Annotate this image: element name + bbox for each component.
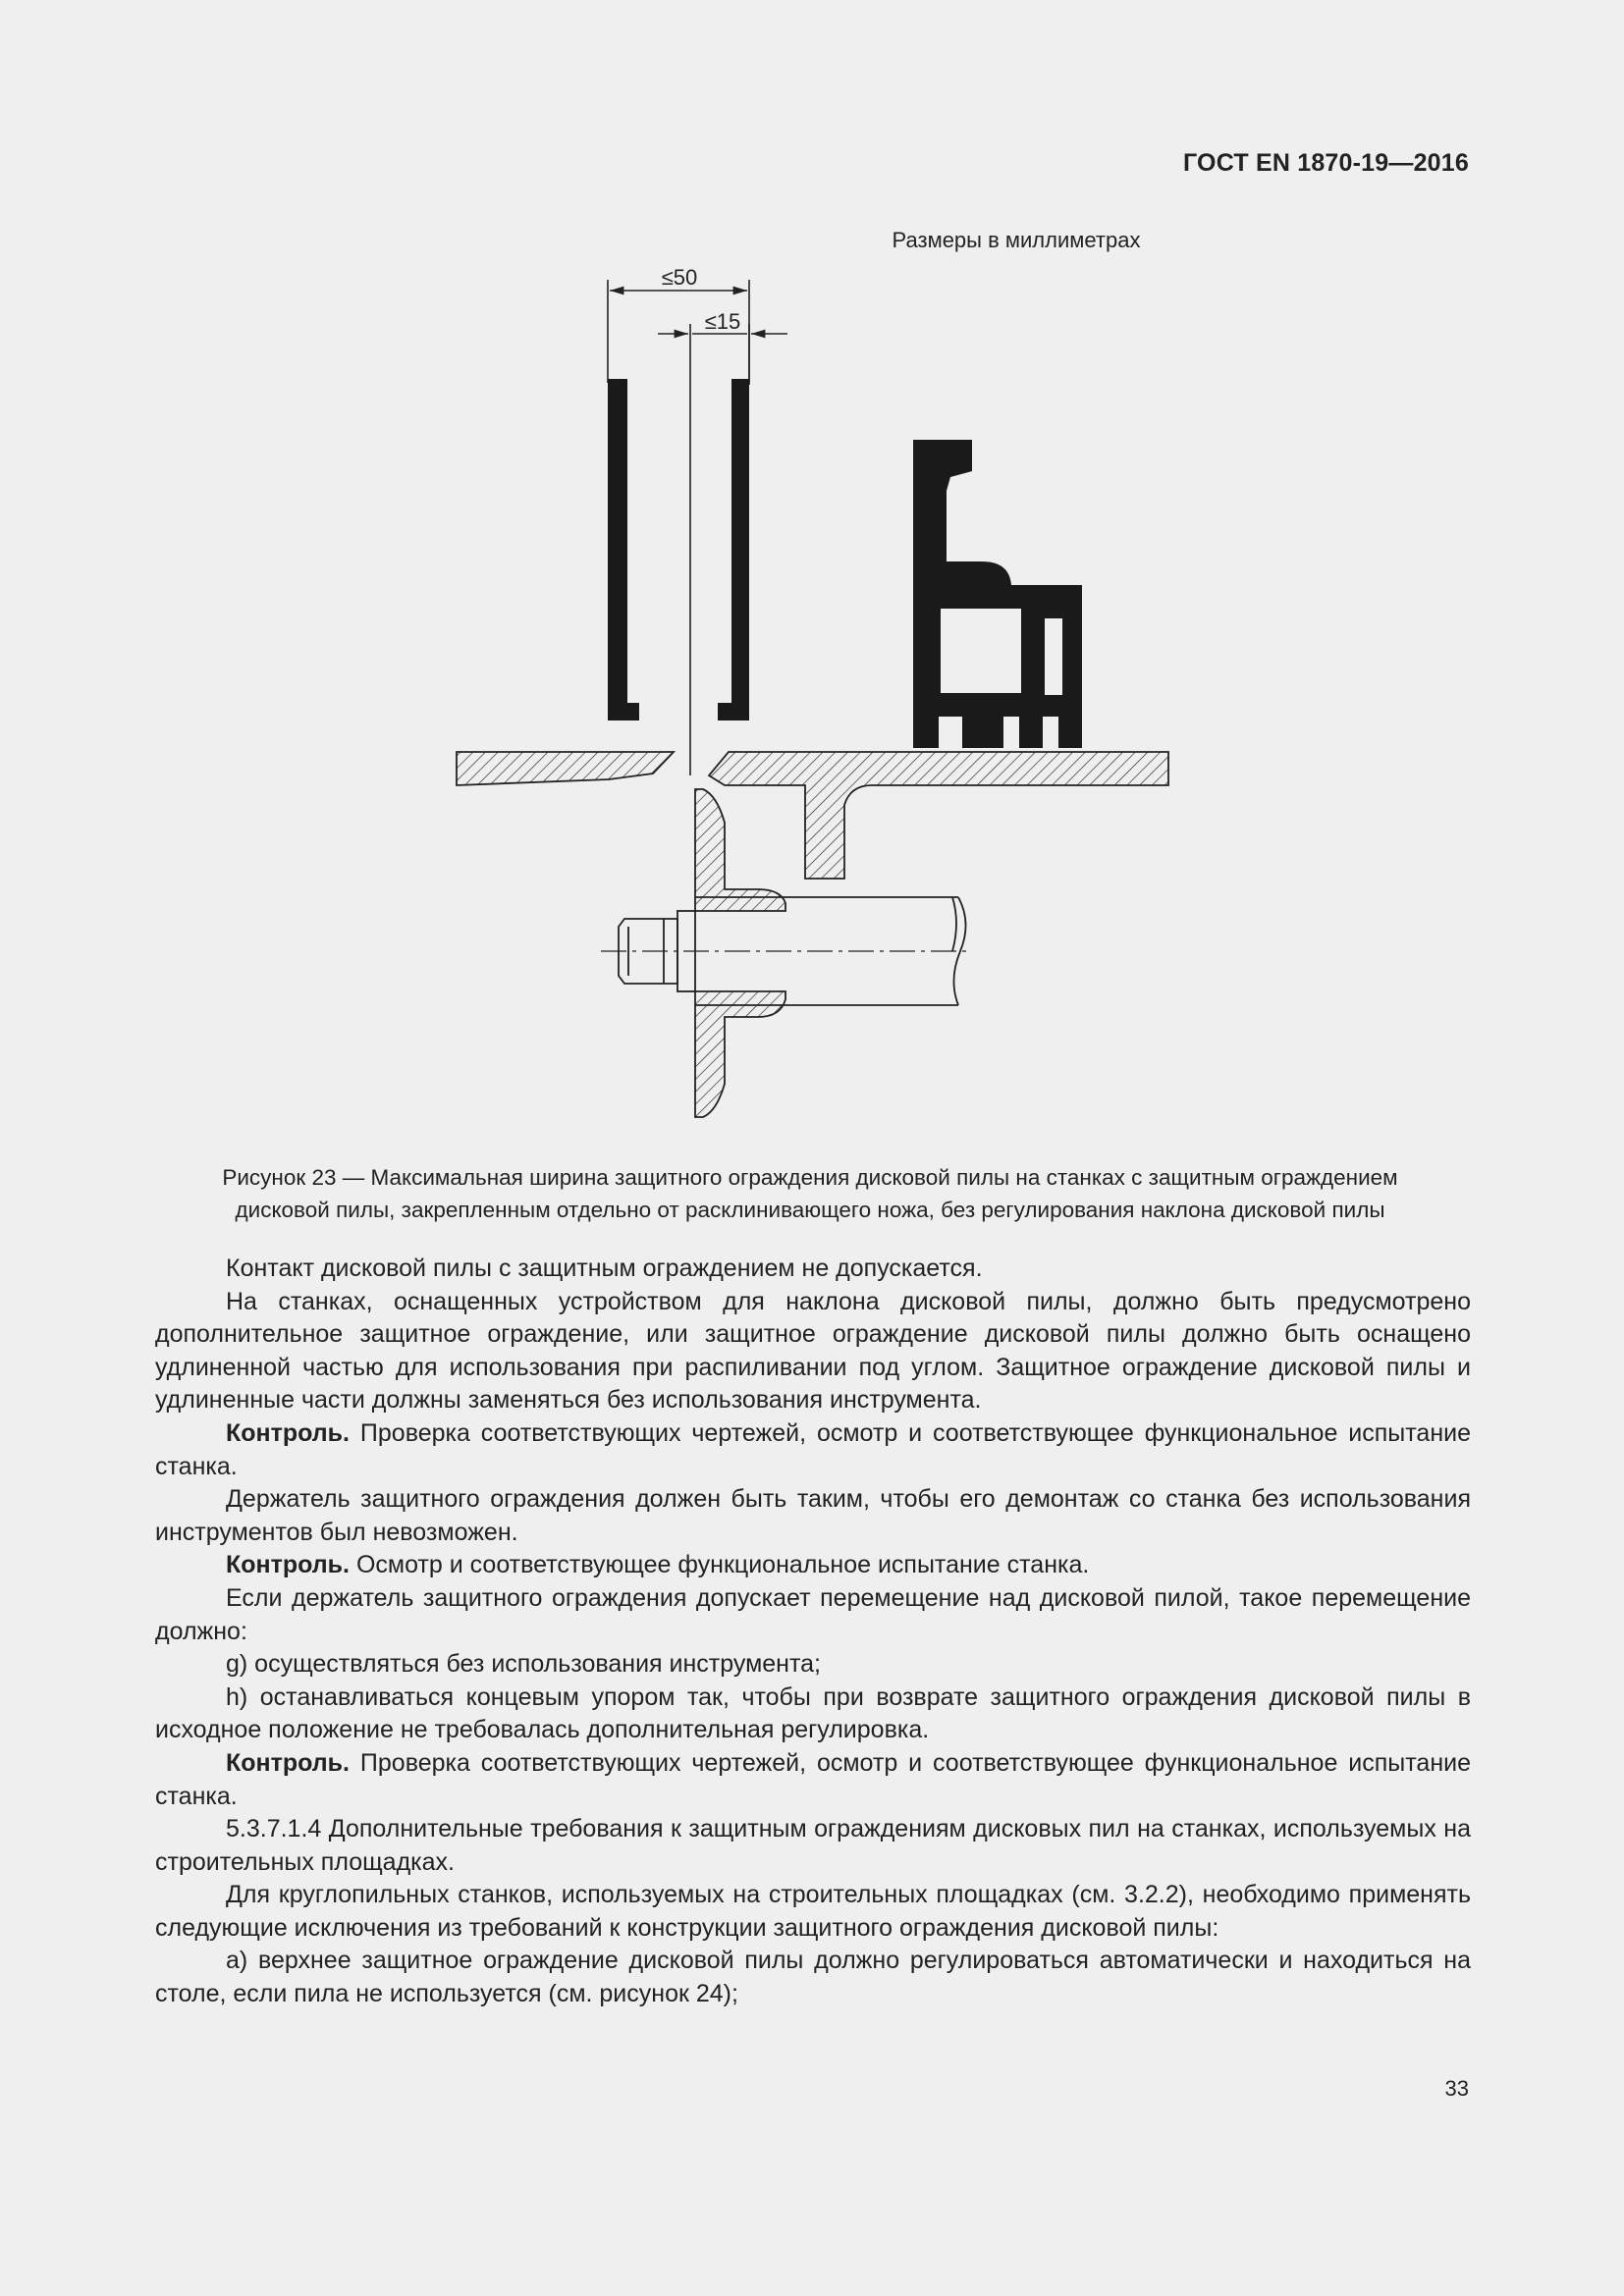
dimension-lines [608, 280, 787, 775]
caption-line-2: дисковой пилы, закрепленным отдельно от расклинивающего ножа, без регулирования наклона дисковой пилы [235, 1198, 1385, 1222]
list-item-a: а) верхнее защитное ограждение дисковой пилы должно регулироваться автоматически и находиться на столе, если пила не используется (см. рисунок 24); [155, 1947, 1471, 2008]
guard-right-wall [718, 379, 749, 721]
guard-left-wall [608, 379, 639, 721]
dim-label-50: ≤50 [661, 265, 698, 290]
paragraph: Держатель защитного ограждения должен быть таким, чтобы его демонтаж со станка без использования инструментов был невозможен. [155, 1485, 1471, 1546]
guard-holder-profile [913, 440, 1082, 748]
dim-label-15: ≤15 [704, 309, 741, 334]
saw-flange-top [695, 789, 785, 911]
paragraph [155, 1549, 1471, 1582]
caption-line-1: Рисунок 23 — Максимальная ширина защитного ограждения дисковой пилы на станках с защитным ограждением [222, 1165, 1398, 1190]
paragraph: Контакт дисковой пилы с защитным ограждением не допускается. [226, 1255, 983, 1282]
list-item-g: g) осуществляться без использования инструмента; [226, 1650, 822, 1679]
paragraph: Для круглопильных станков, используемых на строительных площадках (см. 3.2.2), необходимо применять следующие исключения из требований к конструкции защитного ограждения дисковой пилы: [155, 1881, 1471, 1942]
figure-caption [128, 1161, 1492, 1226]
right-table-plate [709, 752, 1168, 879]
saw-flange-bottom [695, 991, 785, 1117]
control-text: Проверка соответствующих чертежей, осмотр и соответствующее функциональное испытание станка. [155, 1418, 1471, 1480]
figure-23 [393, 265, 1198, 1129]
paragraph: На станках, оснащенных устройством для наклона дисковой пилы, должно быть предусмотрено дополнительное защитное ограждение, или защитное ограждение дисковой пилы должно быть оснащено удлиненной частью для использования при распиливании под углом. Защитное ограждение дисковой пилы и удлиненные части должны заменяться без использования инструмента. [155, 1287, 1471, 1415]
units-note: Размеры в миллиметрах [892, 228, 1141, 252]
control-text: Проверка соответствующих чертежей, осмотр и соответствующее функциональное испытание станка. [155, 1748, 1471, 1810]
document-header: ГОСТ EN 1870-19—2016 [1183, 149, 1469, 177]
control-label: Контроль. [226, 1418, 350, 1447]
paragraph [155, 1417, 1471, 1483]
left-table-plate [457, 752, 674, 785]
control-text: Осмотр и соответствующее функциональное испытание станка. [350, 1551, 1090, 1579]
paragraph [155, 1747, 1471, 1813]
paragraph: Если держатель защитного ограждения допускает перемещение над дисковой пилой, такое перемещение должно: [155, 1583, 1471, 1645]
section-paragraph: 5.3.7.1.4 Дополнительные требования к защитным ограждениям дисковых пил на станках, используемых на строительных площадках. [155, 1815, 1471, 1876]
body-text [155, 1253, 1471, 2011]
control-label: Контроль. [226, 1748, 350, 1777]
control-label: Контроль. [226, 1551, 350, 1579]
page-number: 33 [1444, 2076, 1469, 2101]
list-item-h: h) останавливаться концевым упором так, чтобы при возврате защитного ограждения дисковой пилы в исходное положение не требовалась дополнительная регулировка. [155, 1682, 1471, 1744]
